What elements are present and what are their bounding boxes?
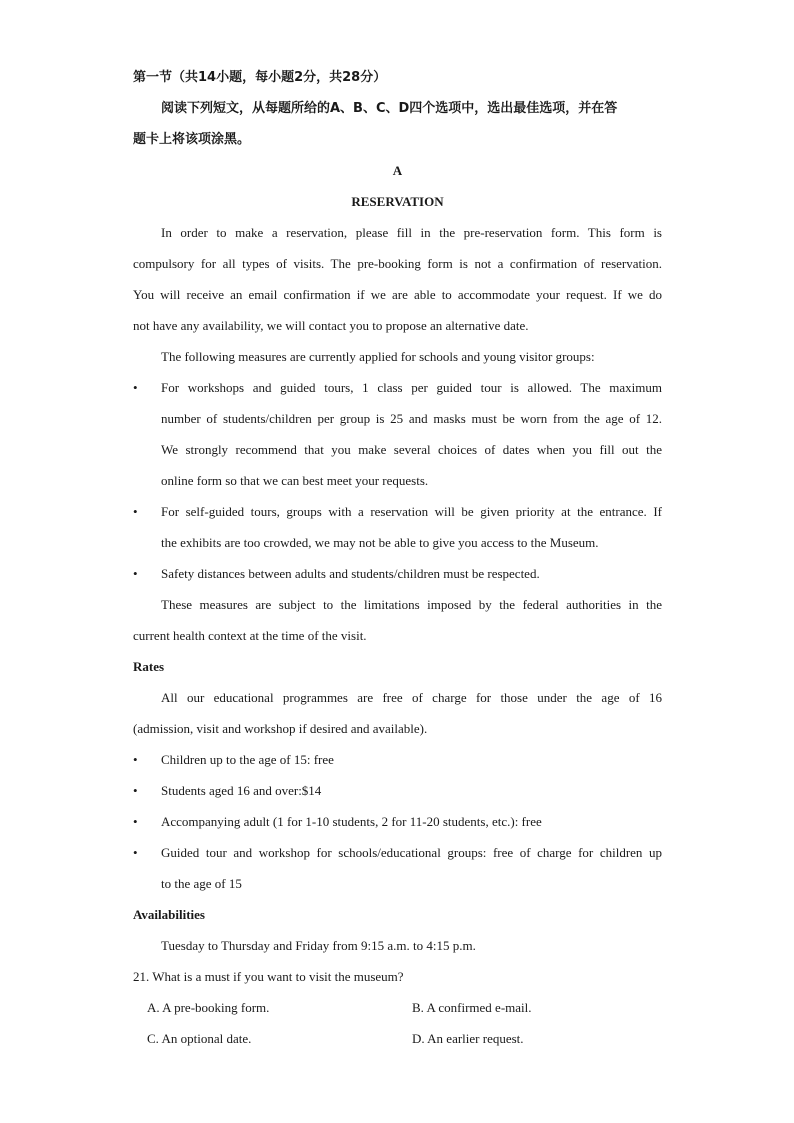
instruction-line-2: 题卡上将该项涂黑。 [133,132,251,147]
list-item-continuation: to the age of 15 [161,876,242,891]
rates-list [133,744,662,899]
passage-title: RESERVATION [351,194,444,209]
option-b: B. A confirmed e-mail. [412,1000,532,1015]
paragraph-line: (admission, visit and workshop if desired and available). [133,721,428,736]
rates-intro [133,682,662,744]
options-row-2 [133,1023,662,1054]
bullet-icon: • [133,504,138,519]
paragraph-measures-intro: The following measures are currently applied for schools and young visitor groups: [161,349,595,364]
bullet-icon: • [133,845,138,860]
paragraph-line: You will receive an email confirmation if we are able to accommodate your request. If we do [133,287,662,302]
list-item: • For workshops and guided tours, 1 class per guided tour is allowed. The maximum [133,372,662,403]
list-item: • Guided tour and workshop for schools/educational groups: free of charge for children up [133,837,662,868]
paragraph-line: compulsory for all types of visits. The pre-booking form is not a confirmation of reservation. [133,256,662,271]
bullet-icon: • [133,380,138,395]
exam-page [133,62,662,1054]
availabilities-heading: Availabilities [133,907,205,922]
paragraph-line: not have any availability, we will contact you to propose an alternative date. [133,318,529,333]
instruction-line-1: 阅读下列短文，从每题所给的A、B、C、D四个选项中，选出最佳选项，并在答 [161,101,618,116]
list-item-continuation: We strongly recommend that you make several choices of dates when you fill out the [161,442,662,457]
list-item: • Safety distances between adults and students/children must be respected. [133,558,662,589]
bullet-icon: • [133,783,138,798]
list-item-continuation: online form so that we can best meet your requests. [161,473,429,488]
paragraph-reservation [133,217,662,341]
list-item: • Students aged 16 and over:$14 [133,775,662,806]
list-item: • Children up to the age of 15: free [133,744,662,775]
option-d: D. An earlier request. [412,1031,524,1046]
list-item: • For self-guided tours, groups with a reservation will be given priority at the entrance. If [133,496,662,527]
bullet-icon: • [133,566,138,581]
rates-heading: Rates [133,659,165,674]
list-item-continuation: number of students/children per group is 25 and masks must be worn from the age of 12. [161,411,662,426]
passage-letter: A [392,163,403,178]
list-item-continuation: the exhibits are too crowded, we may not be able to give you access to the Museum. [161,535,599,550]
paragraph-line: In order to make a reservation, please fill in the pre-reservation form. This form is [161,225,662,240]
paragraph-limitations [133,589,662,651]
bullet-icon: • [133,814,138,829]
paragraph-line: All our educational programmes are free of charge for those under the age of 16 [161,690,662,705]
measures-list [133,372,662,589]
list-item: • Accompanying adult (1 for 1-10 students, 2 for 11-20 students, etc.): free [133,806,662,837]
question-stem: 21. What is a must if you want to visit the museum? [133,969,404,984]
option-a: A. A pre-booking form. [147,1000,270,1015]
option-c: C. An optional date. [147,1031,252,1046]
availabilities-text: Tuesday to Thursday and Friday from 9:15 a.m. to 4:15 p.m. [161,938,476,953]
options-row-1 [133,992,662,1023]
paragraph-line: current health context at the time of the visit. [133,628,367,643]
section-title: 第一节（共14小题，每小题2分，共28分） [133,70,387,85]
bullet-icon: • [133,752,138,767]
paragraph-line: These measures are subject to the limitations imposed by the federal authorities in the [161,597,662,612]
